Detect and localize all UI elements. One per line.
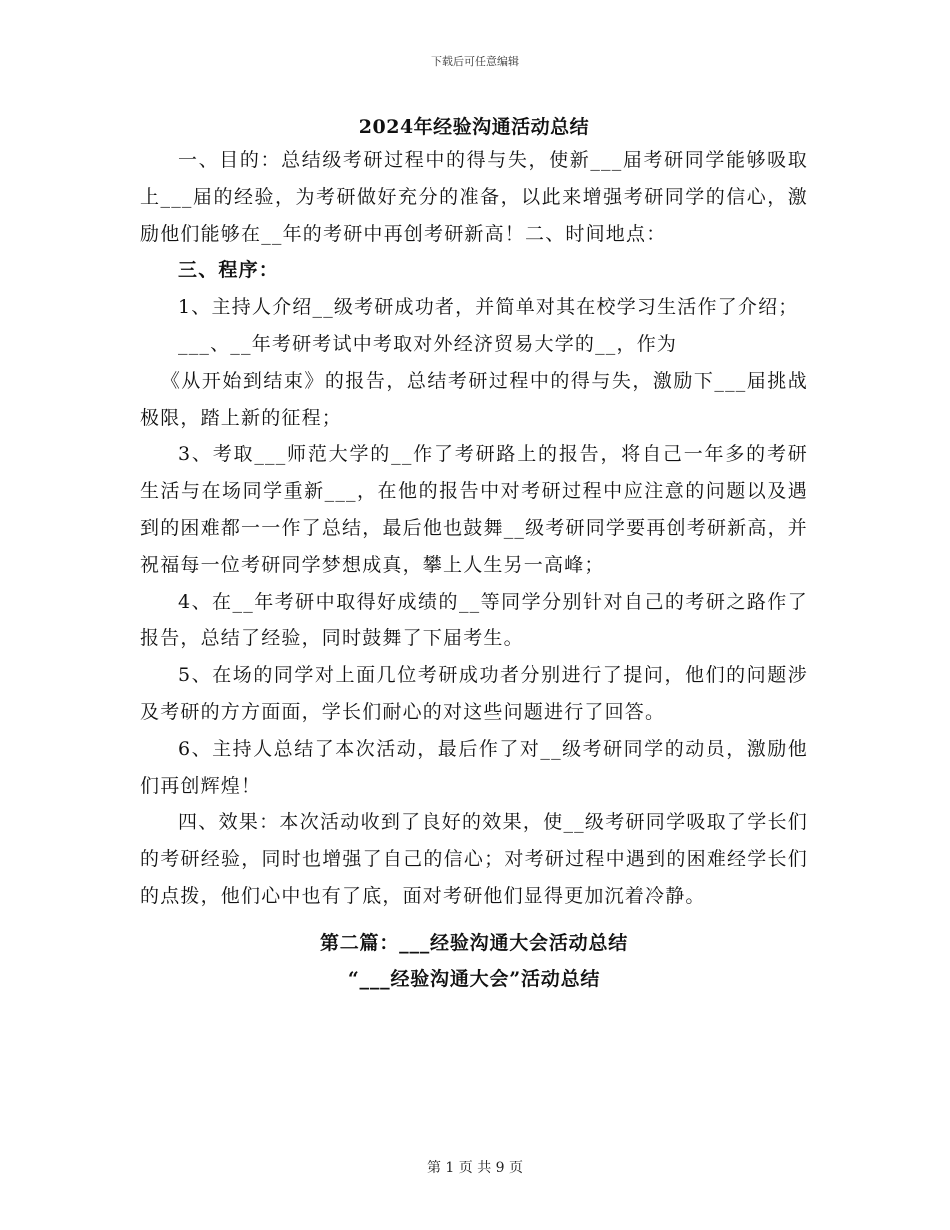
heading-procedure: 三、程序：: [178, 259, 280, 282]
document-title: 2024年经验沟通活动总结: [358, 116, 590, 138]
section-subheading: “___经验沟通大会”活动总结: [347, 967, 601, 990]
section-heading: 第二篇：___经验沟通大会活动总结: [319, 931, 629, 954]
paragraph-purpose: 一、目的：总结级考研过程中的得与失，使新___届考研同学能够吸取上___届的经验，为考研做好充分的准备，以此来增强考研同学的信心，激励他们能够在__年的考研中再创考研新高！二、时间地点：: [140, 149, 808, 245]
paragraph-step-1: 1、主持人介绍__级考研成功者，并简单对其在校学习生活作了介绍；: [178, 296, 799, 319]
paragraph-step-5: 5、在场的同学对上面几位考研成功者分别进行了提问，他们的问题涉及考研的方方面面，学长们耐心的对这些问题进行了回答。: [140, 664, 808, 723]
paragraph-step-4: 4、在__年考研中取得好成绩的__等同学分别针对自己的考研之路作了报告，总结了经验，同时鼓舞了下届考生。: [140, 590, 808, 650]
page-number: 第 1 页 共 9 页: [426, 1160, 524, 1176]
document-body: [140, 112, 808, 997]
paragraph-step-3: 3、考取___师范大学的__作了考研路上的报告，将自己一年多的考研生活与在场同学重新___，在他的报告中对考研过程中应注意的问题以及遇到的困难都一一作了总结，最后他也鼓舞__级考研同学要再创考研新高，并祝福每一位考研同学梦想成真，攀上人生另一高峰；: [140, 443, 808, 576]
header-note: 下载后可任意编辑: [431, 55, 519, 68]
paragraph-effect: 四、效果：本次活动收到了良好的效果，使__级考研同学吸取了学长们的考研经验，同时也增强了自己的信心；对考研过程中遇到的困难经学长们的点拨，他们心中也有了底，面对考研他们显得更加沉着冷静。: [140, 811, 808, 907]
paragraph-step-2-start: ___、__年考研考试中考取对外经济贸易大学的__，作为: [178, 332, 678, 355]
paragraph-step-6: 6、主持人总结了本次活动，最后作了对__级考研同学的动员，激励他们再创辉煌！: [140, 737, 808, 797]
paragraph-step-2-report: 《从开始到结束》的报告，总结考研过程中的得与失，激励下___届挑战极限，踏上新的征程；: [140, 369, 808, 429]
